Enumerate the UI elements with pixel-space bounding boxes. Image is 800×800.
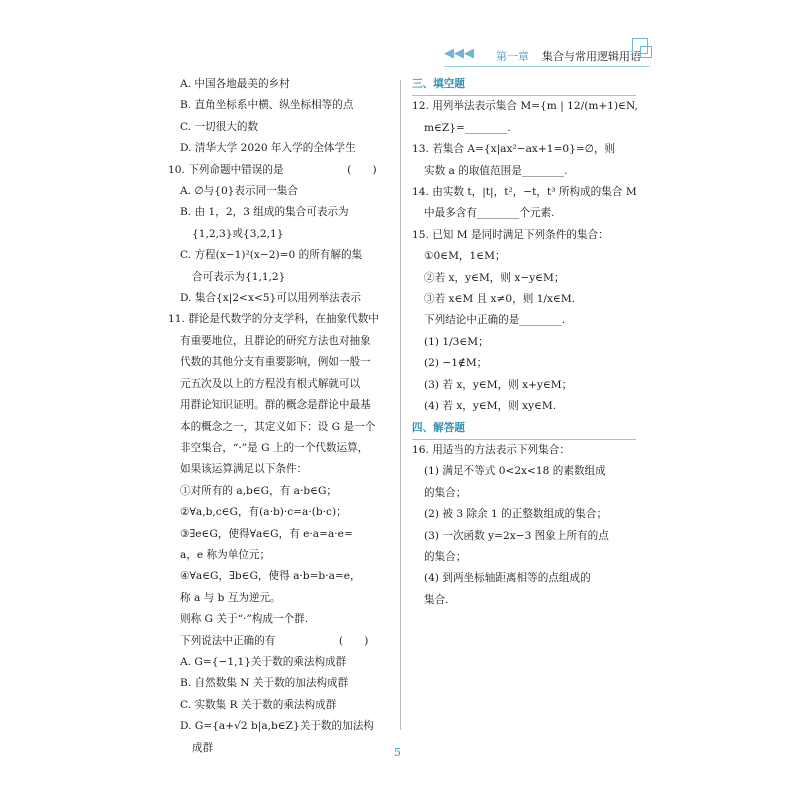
text-line: B. 由 1，2，3 组成的集合可表示为 [180, 206, 349, 219]
text-line: 成群 [192, 741, 214, 754]
text-line: (2) 被 3 除余 1 的正整数组成的集合； [424, 508, 608, 521]
chapter-title: 集合与常用逻辑用语 [542, 50, 641, 63]
page-header [436, 44, 650, 68]
text-line: (4) 到两坐标轴距离相等的点组成的 [424, 572, 591, 585]
text-line: 非空集合，“·”是 G 上的一个代数运算， [180, 441, 369, 454]
section-heading: 四、解答题 [412, 418, 636, 440]
text-line: (3) 一次函数 y=2x−3 图象上所有的点 [424, 529, 609, 542]
text-line: 10. 下列命题中错误的是 ( ) [168, 163, 377, 176]
text-line: A. 中国各地最美的乡村 [180, 78, 290, 90]
text-line: D. 集合{x|2<x<5}可以用列举法表示 [180, 292, 362, 305]
page-number: 5 [394, 746, 401, 759]
text-line: 16. 用适当的方法表示下列集合： [412, 443, 570, 456]
text-line: (2) −1∉M； [424, 357, 488, 370]
text-line: 14. 由实数 t，|t|，t²，−t，t³ 所构成的集合 M [412, 186, 637, 199]
text-line: ②∀a,b,c∈G，有(a·b)·c=a·(b·c)； [180, 506, 347, 519]
header-square-decoration [640, 46, 652, 58]
left-column [168, 74, 393, 759]
text-line: 代数的其他分支有重要影响，例如一般一 [180, 356, 371, 369]
text-line: 15. 已知 M 是同时满足下列条件的集合： [412, 228, 609, 241]
chevron-left-icon: ◀◀◀ [444, 46, 474, 61]
text-line: 如果该运算满足以下条件： [180, 463, 308, 476]
text-line: 合可表示为{1,1,2} [192, 270, 286, 283]
text-line: (3) 若 x，y∈M，则 x+y∈M； [424, 378, 573, 391]
text-line: B. 自然数集 N 关于数的加法构成群 [180, 677, 349, 690]
text-line: D. 清华大学 2020 年入学的全体学生 [180, 142, 356, 155]
text-line: {1,2,3}或{3,2,1} [192, 227, 284, 240]
right-column [412, 74, 642, 611]
text-line: 13. 若集合 A={x|ax²−ax+1=0}=∅，则 [412, 143, 616, 156]
text-line: (4) 若 x，y∈M，则 xy∈M. [424, 400, 557, 413]
text-line: C. 一切很大的数 [180, 120, 259, 133]
text-line: B. 直角坐标系中横、纵坐标相等的点 [180, 99, 354, 112]
text-line: a，e 称为单位元； [180, 548, 271, 561]
text-line: A. G={−1,1}关于数的乘法构成群 [180, 655, 347, 668]
text-line: 11. 群论是代数学的分支学科，在抽象代数中 [168, 313, 379, 326]
text-line: (1) 满足不等式 0<2x<18 的素数组成 [424, 465, 606, 478]
text-line: 集合. [424, 593, 449, 606]
text-line: ④∀a∈G，∃b∈G，使得 a·b=b·a=e， [180, 570, 361, 583]
text-line: ①对所有的 a,b∈G，有 a·b∈G； [180, 484, 338, 497]
text-line: 有重要地位，且群论的研究方法也对抽象 [180, 334, 371, 347]
column-divider [400, 80, 401, 730]
text-line: 12. 用列举法表示集合 M={m | 12/(m+1)∈N, [412, 100, 638, 113]
text-line: C. 实数集 R 关于数的乘法构成群 [180, 698, 337, 711]
text-line: (1) 1/3∈M； [424, 335, 489, 348]
text-line: 的集合； [424, 550, 467, 563]
text-line: C. 方程(x−1)²(x−2)=0 的所有解的集 [180, 249, 363, 262]
text-line: D. G={a+√2 b|a,b∈Z}关于数的加法构 [180, 720, 374, 733]
text-line: 元五次及以上的方程没有根式解就可以 [180, 377, 361, 390]
text-line: ③∃e∈G，使得∀a∈G，有 e·a=a·e= [180, 527, 353, 540]
text-line: 的集合； [424, 486, 467, 499]
text-line: 实数 a 的取值范围是________. [424, 164, 568, 177]
text-line: 中最多含有________个元素. [424, 207, 555, 220]
text-line: ③若 x∈M 且 x≠0，则 1/x∈M. [424, 293, 576, 306]
text-line: m∈Z}=________. [424, 121, 511, 134]
text-line: 称 a 与 b 互为逆元。 [180, 591, 281, 604]
text-line: 下列结论中正确的是________. [424, 314, 566, 327]
text-line: 则称 G 关于“·”构成一个群. [180, 613, 309, 626]
text-line: A. ∅与{0}表示同一集合 [180, 185, 298, 198]
text-line: 用群论知识证明。群的概念是群论中最基 [180, 399, 371, 412]
header-rule [444, 66, 650, 67]
text-line: ②若 x，y∈M，则 x−y∈M； [424, 271, 565, 284]
section-heading: 三、填空题 [412, 74, 636, 96]
chapter-label: 第一章 [496, 50, 529, 63]
text-line: 下列说法中正确的有 ( ) [180, 634, 369, 647]
text-line: ①0∈M，1∈M； [424, 250, 506, 263]
text-line: 本的概念之一，其定义如下：设 G 是一个 [180, 420, 376, 433]
